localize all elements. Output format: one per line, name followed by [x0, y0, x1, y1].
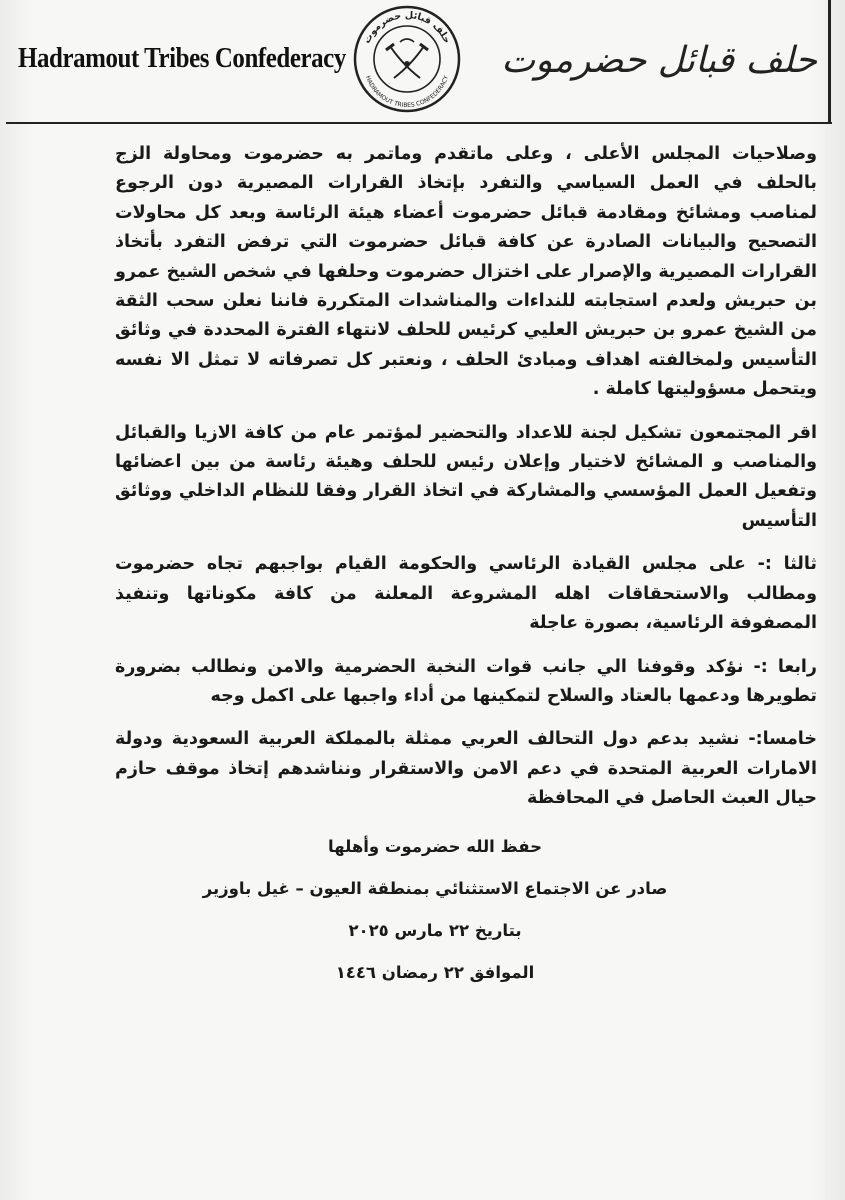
closing-block	[200, 826, 670, 994]
hijri-date: الموافق ٢٢ رمضان ١٤٤٦	[335, 963, 535, 982]
logo-inner-ring	[374, 26, 440, 92]
confederacy-logo	[352, 4, 462, 114]
logo-text-top: حلف قبائل حضرموت	[361, 9, 453, 46]
crossed-daggers-icon	[386, 39, 428, 78]
letterhead-title-english: Hadramout Tribes Confederacy	[18, 42, 346, 74]
closing-blessing: حفظ الله حضرموت وأهلها	[328, 837, 542, 856]
paragraph-fifth-coalition: خامسا:- نشيد بدعم دول التحالف العربي ممثلة بالمملكة العربية السعودية ودولة الامارات العربية المتحدة في دعم الامن والاستقرار ونناشدهم إتخاذ موقف حازم حيال العبث الحاصل في المحافظة	[115, 729, 817, 809]
paragraph-withdrawal-of-confidence: وصلاحيات المجلس الأعلى ، وعلى ماتقدم وماتمر به حضرموت ومحاولة الزج بالحلف في العمل السياسي والتفرد بإتخاذ القرارات المصيرية دون الرجوع لمناصب ومشائخ ومقادمة قبائل حضرموت أعضاء هيئة الرئاسة وبعد كل محاولات التصحيح والبيانات الصادرة عن كافة قبائل حضرموت التي ترفض التفرد بأتخاذ القرارات المصيرية والإصرار على اختزال حضرموت وحلفها في شخص الشيخ عمرو بن حبريش ولعدم استجابته للنداءات والمناشدات المتكررة فاننا نعلن سحب الثقة من الشيخ عمرو بن حبريش العليي كرئيس للحلف لانتهاء الفترة المحددة في وثائق التأسيس ولمخالفته اهداف ومبادئ الحلف ، ونعتبر كل تصرفاته لا تمثل الا نفسه ويتحمل مسؤوليتها كاملة .	[115, 144, 817, 400]
paragraph-third-demand: ثالثا :- على مجلس القيادة الرئاسي والحكومة القيام بواجبهم تجاه حضرموت ومطالب والاستحقاقات اهله المشروعة المعلنة من كافة مكوناتها وتنفيذ المصفوفة الرئاسية، بصورة عاجلة	[115, 554, 817, 634]
statement-body	[115, 140, 817, 828]
logo-text-bottom: HADRAMOUT TRIBES CONFEDERACY	[363, 74, 451, 110]
paragraph-preparatory-committee: اقر المجتمعون تشكيل لجنة للاعداد والتحضير لمؤتمر عام من كافة الازيا والقبائل والمناصب و المشائخ لاختيار وإعلان رئيس للحلف وهيئة رئاسة من بين اعضائها وتفعيل العمل المؤسسي والمشاركة في اتخاذ القرار وفقا للنظام الداخلي ووثائق التأسيس	[115, 422, 817, 531]
paragraph-fourth-support: رابعا :- نؤكد وقوفنا الي جانب قوات النخبة الحضرمية والامن ونطالب بضرورة تطويرها ودعمها بالعتاد والسلاح لتمكينها من أداء واجبها على اكمل وجه	[115, 656, 817, 706]
header-divider	[6, 122, 832, 124]
header-corner-line	[828, 0, 831, 124]
gregorian-date: بتاريخ ٢٢ مارس ٢٠٢٥	[348, 921, 522, 940]
letterhead-title-arabic: حلف قبائل حضرموت	[501, 40, 817, 81]
issuing-meeting: صادر عن الاجتماع الاستثنائي بمنطقة العيون – غيل باوزير	[202, 879, 668, 898]
letterhead	[0, 0, 845, 122]
logo-outer-ring	[355, 7, 459, 111]
